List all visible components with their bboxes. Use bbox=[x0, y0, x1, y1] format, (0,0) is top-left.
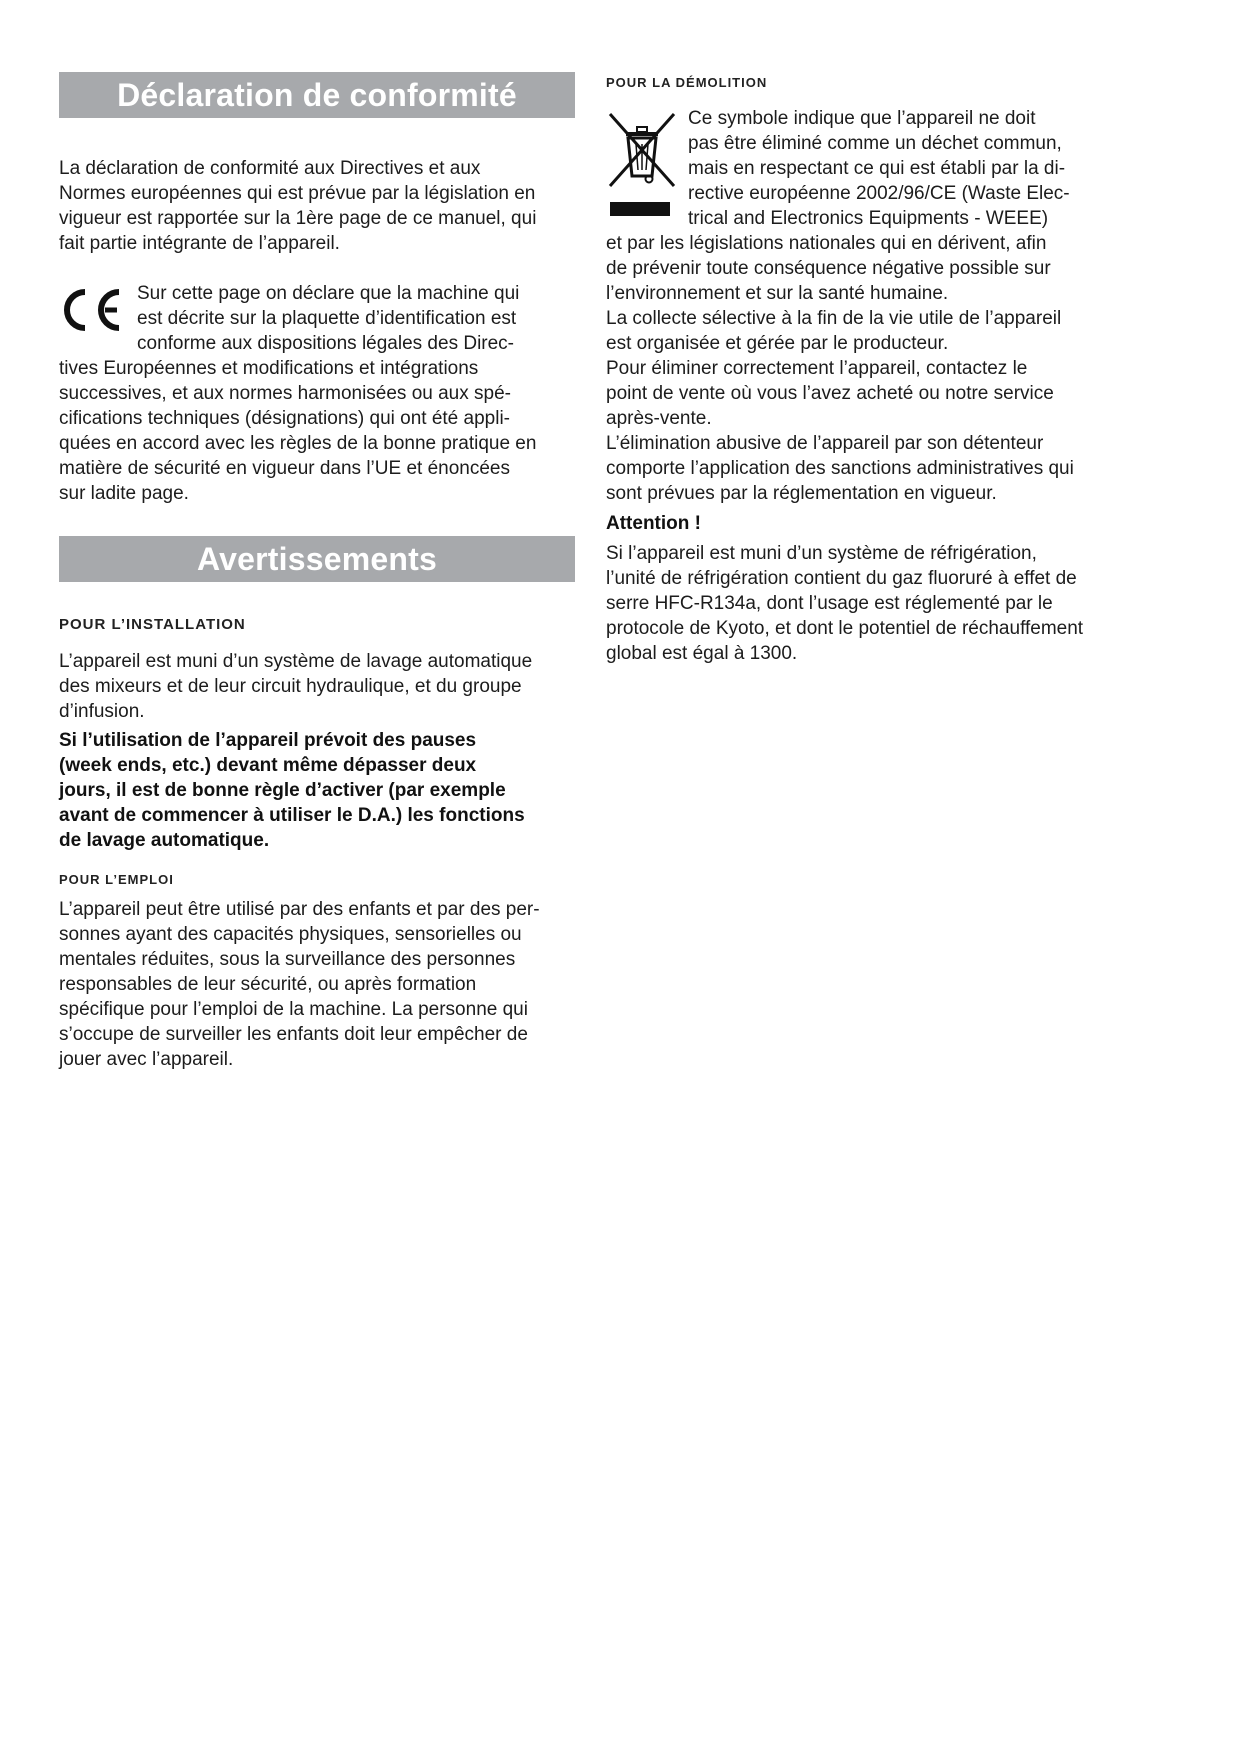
attention-label: Attention ! bbox=[606, 513, 701, 534]
weee-crossed-bin-icon bbox=[606, 110, 678, 222]
text-line: Si l’utilisation de l’appareil prévoit des pauses bbox=[59, 730, 477, 751]
text-line: jours, il est de bonne règle d’activer (par exemple bbox=[59, 780, 506, 801]
text-line: des mixeurs et de leur circuit hydraulique, et du groupe bbox=[59, 676, 522, 697]
text-line: Normes européennes qui est prévue par la législation en bbox=[59, 183, 536, 204]
text-line: mentales réduites, sous la surveillance des personnes bbox=[59, 949, 516, 970]
weee-text bbox=[606, 231, 1074, 506]
text-line: est décrite sur la plaquette d’identification est bbox=[137, 308, 517, 329]
text-line: jouer avec l’appareil. bbox=[59, 1049, 234, 1070]
text-line: d’infusion. bbox=[59, 701, 145, 722]
text-line: protocole de Kyoto, et dont le potentiel de réchauffement bbox=[606, 618, 1084, 639]
text-line: (week ends, etc.) devant même dépasser deux bbox=[59, 755, 477, 776]
text-line: quées en accord avec les règles de la bonne pratique en bbox=[59, 433, 537, 454]
text-line: de lavage automatique. bbox=[59, 830, 270, 851]
text-line: comporte l’application des sanctions administratives qui bbox=[606, 458, 1074, 479]
text-line: mais en respectant ce qui est établi par la di- bbox=[688, 158, 1066, 179]
usage-text bbox=[59, 897, 540, 1072]
text-line: vigueur est rapportée sur la 1ère page de ce manuel, qui bbox=[59, 208, 537, 229]
text-line: spécifique pour l’emploi de la machine. La personne qui bbox=[59, 999, 528, 1020]
text-line: trical and Electronics Equipments - WEEE) bbox=[688, 208, 1049, 229]
text-line: fait partie intégrante de l’appareil. bbox=[59, 233, 340, 254]
demolition-heading: POUR LA DÉMOLITION bbox=[606, 75, 768, 90]
text-line: responsables de leur sécurité, ou après formation bbox=[59, 974, 477, 995]
text-line: matière de sécurité en vigueur dans l’UE et énoncées bbox=[59, 458, 510, 479]
text-line: point de vente où vous l’avez acheté ou notre service bbox=[606, 383, 1054, 404]
text-line: L’appareil peut être utilisé par des enfants et par des per- bbox=[59, 899, 540, 920]
text-line: successives, et aux normes harmonisées ou aux spé- bbox=[59, 383, 511, 404]
text-line: de prévenir toute conséquence négative possible sur bbox=[606, 258, 1051, 279]
text-line: pas être éliminé comme un déchet commun, bbox=[688, 133, 1062, 154]
installation-text bbox=[59, 649, 532, 724]
text-line: avant de commencer à utiliser le D.A.) les fonctions bbox=[59, 805, 525, 826]
text-line: l’environnement et sur la santé humaine. bbox=[606, 283, 949, 304]
text-line: l’unité de réfrigération contient du gaz fluoruré à effet de bbox=[606, 568, 1077, 589]
text-line: L’élimination abusive de l’appareil par son détenteur bbox=[606, 433, 1044, 454]
text-line: La collecte sélective à la fin de la vie utile de l’appareil bbox=[606, 308, 1062, 329]
text-line: cifications techniques (désignations) qui ont été appli- bbox=[59, 408, 510, 429]
installation-bold-note bbox=[59, 728, 525, 853]
text-line: Sur cette page on déclare que la machine qui bbox=[137, 283, 520, 304]
text-line: sont prévues par la réglementation en vigueur. bbox=[606, 483, 997, 504]
warnings-title: Avertissements bbox=[59, 536, 575, 582]
text-line: après-vente. bbox=[606, 408, 712, 429]
ce-mark-icon bbox=[59, 288, 123, 332]
text-line: Si l’appareil est muni d’un système de réfrigération, bbox=[606, 543, 1037, 564]
text-line: L’appareil est muni d’un système de lavage automatique bbox=[59, 651, 533, 672]
text-line: sur ladite page. bbox=[59, 483, 189, 504]
usage-heading: POUR L’EMPLOI bbox=[59, 872, 174, 887]
text-line: tives Européennes et modifications et intégrations bbox=[59, 358, 479, 379]
text-line: serre HFC-R134a, dont l’usage est réglementé par le bbox=[606, 593, 1053, 614]
text-line: s’occupe de surveiller les enfants doit leur empêcher de bbox=[59, 1024, 528, 1045]
text-line: La déclaration de conformité aux Directives et aux bbox=[59, 158, 481, 179]
text-line: sonnes ayant des capacités physiques, sensorielles ou bbox=[59, 924, 522, 945]
text-line: rective européenne 2002/96/CE (Waste Elec- bbox=[688, 183, 1070, 204]
declaration-intro bbox=[59, 156, 536, 256]
text-line: conforme aux dispositions légales des Direc- bbox=[137, 333, 515, 354]
text-line: Pour éliminer correctement l’appareil, contactez le bbox=[606, 358, 1028, 379]
text-line: global est égal à 1300. bbox=[606, 643, 798, 664]
ce-text bbox=[59, 356, 536, 506]
attention-text bbox=[606, 541, 1083, 666]
installation-heading: POUR L’INSTALLATION bbox=[59, 616, 246, 633]
text-line: Ce symbole indique que l’appareil ne doit bbox=[688, 108, 1036, 129]
text-line: et par les législations nationales qui en dérivent, afin bbox=[606, 233, 1047, 254]
ce-text-indented bbox=[137, 281, 519, 356]
declaration-title: Déclaration de conformité bbox=[59, 72, 575, 118]
text-line: est organisée et gérée par le producteur. bbox=[606, 333, 949, 354]
weee-text-indented bbox=[688, 106, 1070, 231]
